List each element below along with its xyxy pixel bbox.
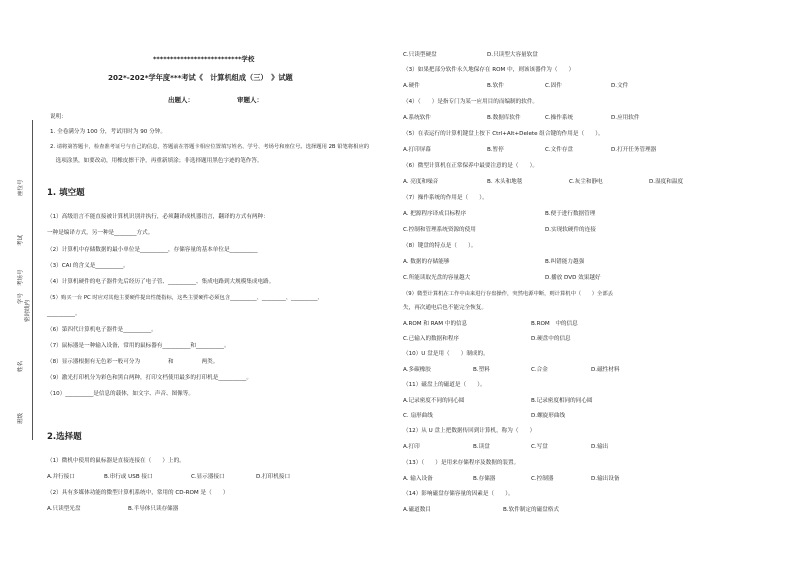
fill-q9: （9）激光打印机分为彩色和黑白两种，打印文档使用最多的打印机是__________。 <box>47 375 252 381</box>
r-q10-opt-a: A.多碳橡胶 <box>403 367 431 373</box>
r-q6-opt-b: B. 木头和地毯 <box>487 179 523 185</box>
r-q4: （4）（ ）是指专门为某一应用目的而编制的软件。 <box>403 99 539 105</box>
r-q7-opt-b: B.便于进行数据管理 <box>545 211 596 217</box>
instructions-title: 说明： <box>50 114 67 120</box>
r-q14-opt-a: A.磁道数目 <box>403 507 431 513</box>
r-q8-opt-d: D.播放 DVD 效果越好 <box>545 275 601 281</box>
r-q12-opt-d: D.输出 <box>591 444 609 450</box>
fill-q5a: （5）购买一台 PC 时应对其他主要硬件提出性能指标，这些主要硬件必须包含__________、_________、__________、 <box>47 295 323 301</box>
r-q9b: 失，再次通电后也不能完全恢复。 <box>403 305 487 311</box>
r-q10-opt-d: D.磁性材料 <box>591 367 620 373</box>
r-q9a: （9）微型计算机在工作中由来进行存盘操作，突然电源中断，则计算机中（ ）全部丢 <box>403 291 613 297</box>
r-q13-opt-d: D.输出设备 <box>591 476 620 482</box>
r-q11: （11）磁盘上的磁道是（ ）。 <box>403 382 486 388</box>
fill-q1a: （1）高级语言不能直接被计算机识别并执行，必须翻译成机器语言，翻译的方式有两种： <box>47 214 269 220</box>
fill-q7: （7）鼠标器是一种输入设备，常用的鼠标器有__________和__________。 <box>47 343 230 349</box>
setter-label: 出题人： <box>168 96 194 104</box>
r-q13-opt-c: C.控制器 <box>531 476 554 482</box>
instructions-line1: 1. 全卷满分为 100 分，考试用时为 90 分钟。 <box>50 129 166 135</box>
r-q6: （6）微型计算机在正常保养中最要注意的是（ ）。 <box>403 163 539 169</box>
seal-label: 密封线内 <box>25 299 31 322</box>
r-q12: （12）从 U 盘上把数据传回到计算机，称为（ ） <box>403 428 536 434</box>
room-label: 考场号 <box>18 269 24 286</box>
r-q3-opt-a: A.硬件 <box>403 83 420 89</box>
r-q12-opt-c: C.写盘 <box>531 444 548 450</box>
r-q4-opt-a: A.系统软件 <box>403 115 431 121</box>
r-q9-opt-d: D.硬盘中的信息 <box>531 336 571 342</box>
fill-q2: （2）计算机中存储数据的最小单位是__________，存储容量的基本单位是__________ <box>47 247 258 253</box>
r-q4-opt-d: D.应用软件 <box>611 115 640 121</box>
r-q2-opt-c: C.只读型硬盘 <box>403 52 437 58</box>
r-q11-opt-c: C. 扇形曲线 <box>403 413 433 419</box>
choice-q1-opt-c: C.显示器接口 <box>191 474 225 480</box>
choice-q2: （2）具有多媒体功能的微型计算机系统中，常用的 CD-ROM 是（ ） <box>47 490 229 496</box>
r-q13-opt-b: B.存储器 <box>473 476 496 482</box>
r-q10-opt-c: C.合金 <box>531 367 548 373</box>
r-q13: （13）（ ）是用来存储程序及数据的装置。 <box>403 460 520 466</box>
binding-line <box>32 120 33 440</box>
fill-q4: （4）计算机硬件的电子器件先后经历了电子管、__________、集成电路到大规模集成电路。 <box>47 279 275 285</box>
choice-q2-opt-b: B.半导体只读存储器 <box>128 506 179 512</box>
r-q7: （7）操作系统的作用是（ ）。 <box>403 195 488 201</box>
r-q5-opt-a: A.打印屏幕 <box>403 147 431 153</box>
r-q7-opt-a: A. 把源程序译成目标程序 <box>403 211 467 217</box>
r-q3-opt-d: D.文件 <box>611 83 629 89</box>
r-q9-opt-b: B.ROM 中的信息 <box>531 321 578 327</box>
r-q7-opt-c: C.控制和管理系统资源的使用 <box>403 227 476 233</box>
r-q6-opt-a: A. 亮度和噪音 <box>403 179 439 185</box>
r-q14-opt-b: B.软件制定的磁盘格式 <box>503 507 559 513</box>
exam-title: 202*-202*学年度***考试《 计算机组成（三） 》试题 <box>108 73 293 82</box>
section1-title: 1. 填空题 <box>47 188 85 198</box>
choice-q1-opt-b: B.串行或 USB 接口 <box>104 474 153 480</box>
r-q10-opt-b: B.塑料 <box>473 367 490 373</box>
r-q4-opt-c: C.操作系统 <box>545 115 574 121</box>
fill-q3: （3）CAI 的含义是__________。 <box>47 263 129 269</box>
r-q4-opt-b: B.数据库软件 <box>487 115 521 121</box>
name-label: 姓名 <box>18 360 24 372</box>
r-q6-opt-c: C.灰尘和静电 <box>569 179 603 185</box>
r-q8: （8）键盘的特点是（ ）。 <box>403 243 477 249</box>
r-q2-opt-d: D.只读型大容量软盘 <box>487 52 538 58</box>
class-label: 班级 <box>18 412 24 424</box>
r-q8-opt-c: C.所能读取光盘的容量越大 <box>403 275 471 281</box>
school-title: **************************学校 <box>153 55 255 63</box>
reviewer-label: 审题人： <box>237 96 263 104</box>
r-q12-opt-a: A.打印 <box>403 444 420 450</box>
fill-q10: （10）__________是信息的载体，如文字、声音、图像等。 <box>47 391 194 397</box>
seat-label: 座位号 <box>18 179 24 196</box>
fill-q8: （8）显示器根据有无色彩一般可分为 和 两类。 <box>47 359 219 365</box>
choice-q2-opt-a: A.只读型光盘 <box>47 506 81 512</box>
r-q11-opt-b: B.记录密度相同的同心圆 <box>531 398 593 404</box>
r-q5-opt-b: B.暂停 <box>487 147 504 153</box>
r-q3-opt-b: B.软件 <box>487 83 504 89</box>
instructions-line3: 选项涂黑，如要改动，用橡皮擦干净，再重新填涂；非选择题用黑色字迹的笔作答。 <box>50 158 263 164</box>
r-q11-opt-d: D.螺旋形曲线 <box>531 413 566 419</box>
r-q9-opt-c: C.已输入的数据和程序 <box>403 336 460 342</box>
r-q9-opt-a: A.ROM 和 RAM 中的信息 <box>403 321 468 327</box>
fill-q1b: 一种是编译方式，另一种是________方式。 <box>47 230 154 236</box>
choice-q1: （1）微机中使用的鼠标器是直接连接在（ ）上的。 <box>47 458 185 464</box>
exam-room-label: 考试 <box>18 234 24 246</box>
r-q5: （5）在表运行的计算机键盘上按下 Ctrl+Alt+Delete 组合键的作用是（ ）。 <box>403 131 604 137</box>
r-q3: （3）如果把部分软件永久地保存在 ROM 中，则该该器件为（ ） <box>403 67 575 73</box>
r-q13-opt-a: A. 输入设备 <box>403 476 433 482</box>
r-q8-opt-a: A. 数据的存储能够 <box>403 259 450 265</box>
r-q11-opt-a: A.记录密度不同的同心圆 <box>403 398 465 404</box>
r-q14: （14）影响磁盘存储容量的因素是（ ）。 <box>403 491 514 497</box>
r-q5-opt-d: D.打开任务管理器 <box>611 147 657 153</box>
choice-q1-opt-a: A.并行接口 <box>47 474 75 480</box>
r-q6-opt-d: D.湿度和温度 <box>649 179 684 185</box>
r-q3-opt-c: C.固件 <box>545 83 562 89</box>
instructions-line2: 2. 请将第答题卡，检查准考证号与自己的信息，答题前在答题卡相应位置填写姓名、学号、考场号和座位号。选择题用 2B 铅笔将相应的 <box>50 144 370 150</box>
fill-q5b: __________。 <box>47 311 81 317</box>
r-q8-opt-b: B.纠错能力越强 <box>545 259 585 265</box>
choice-q1-opt-d: D.打印机接口 <box>256 474 291 480</box>
student-id-label: 学号 <box>18 292 24 304</box>
fill-q6: （6）第四代计算机电子器件是__________。 <box>47 327 157 333</box>
r-q10: （10）U 盘是用（ ）制成的。 <box>403 351 489 357</box>
r-q5-opt-c: C.文件存盘 <box>545 147 574 153</box>
section2-title: 2.选择题 <box>47 432 82 442</box>
r-q7-opt-d: D.实现软硬件的连接 <box>545 227 596 233</box>
r-q12-opt-b: B.读盘 <box>473 444 490 450</box>
